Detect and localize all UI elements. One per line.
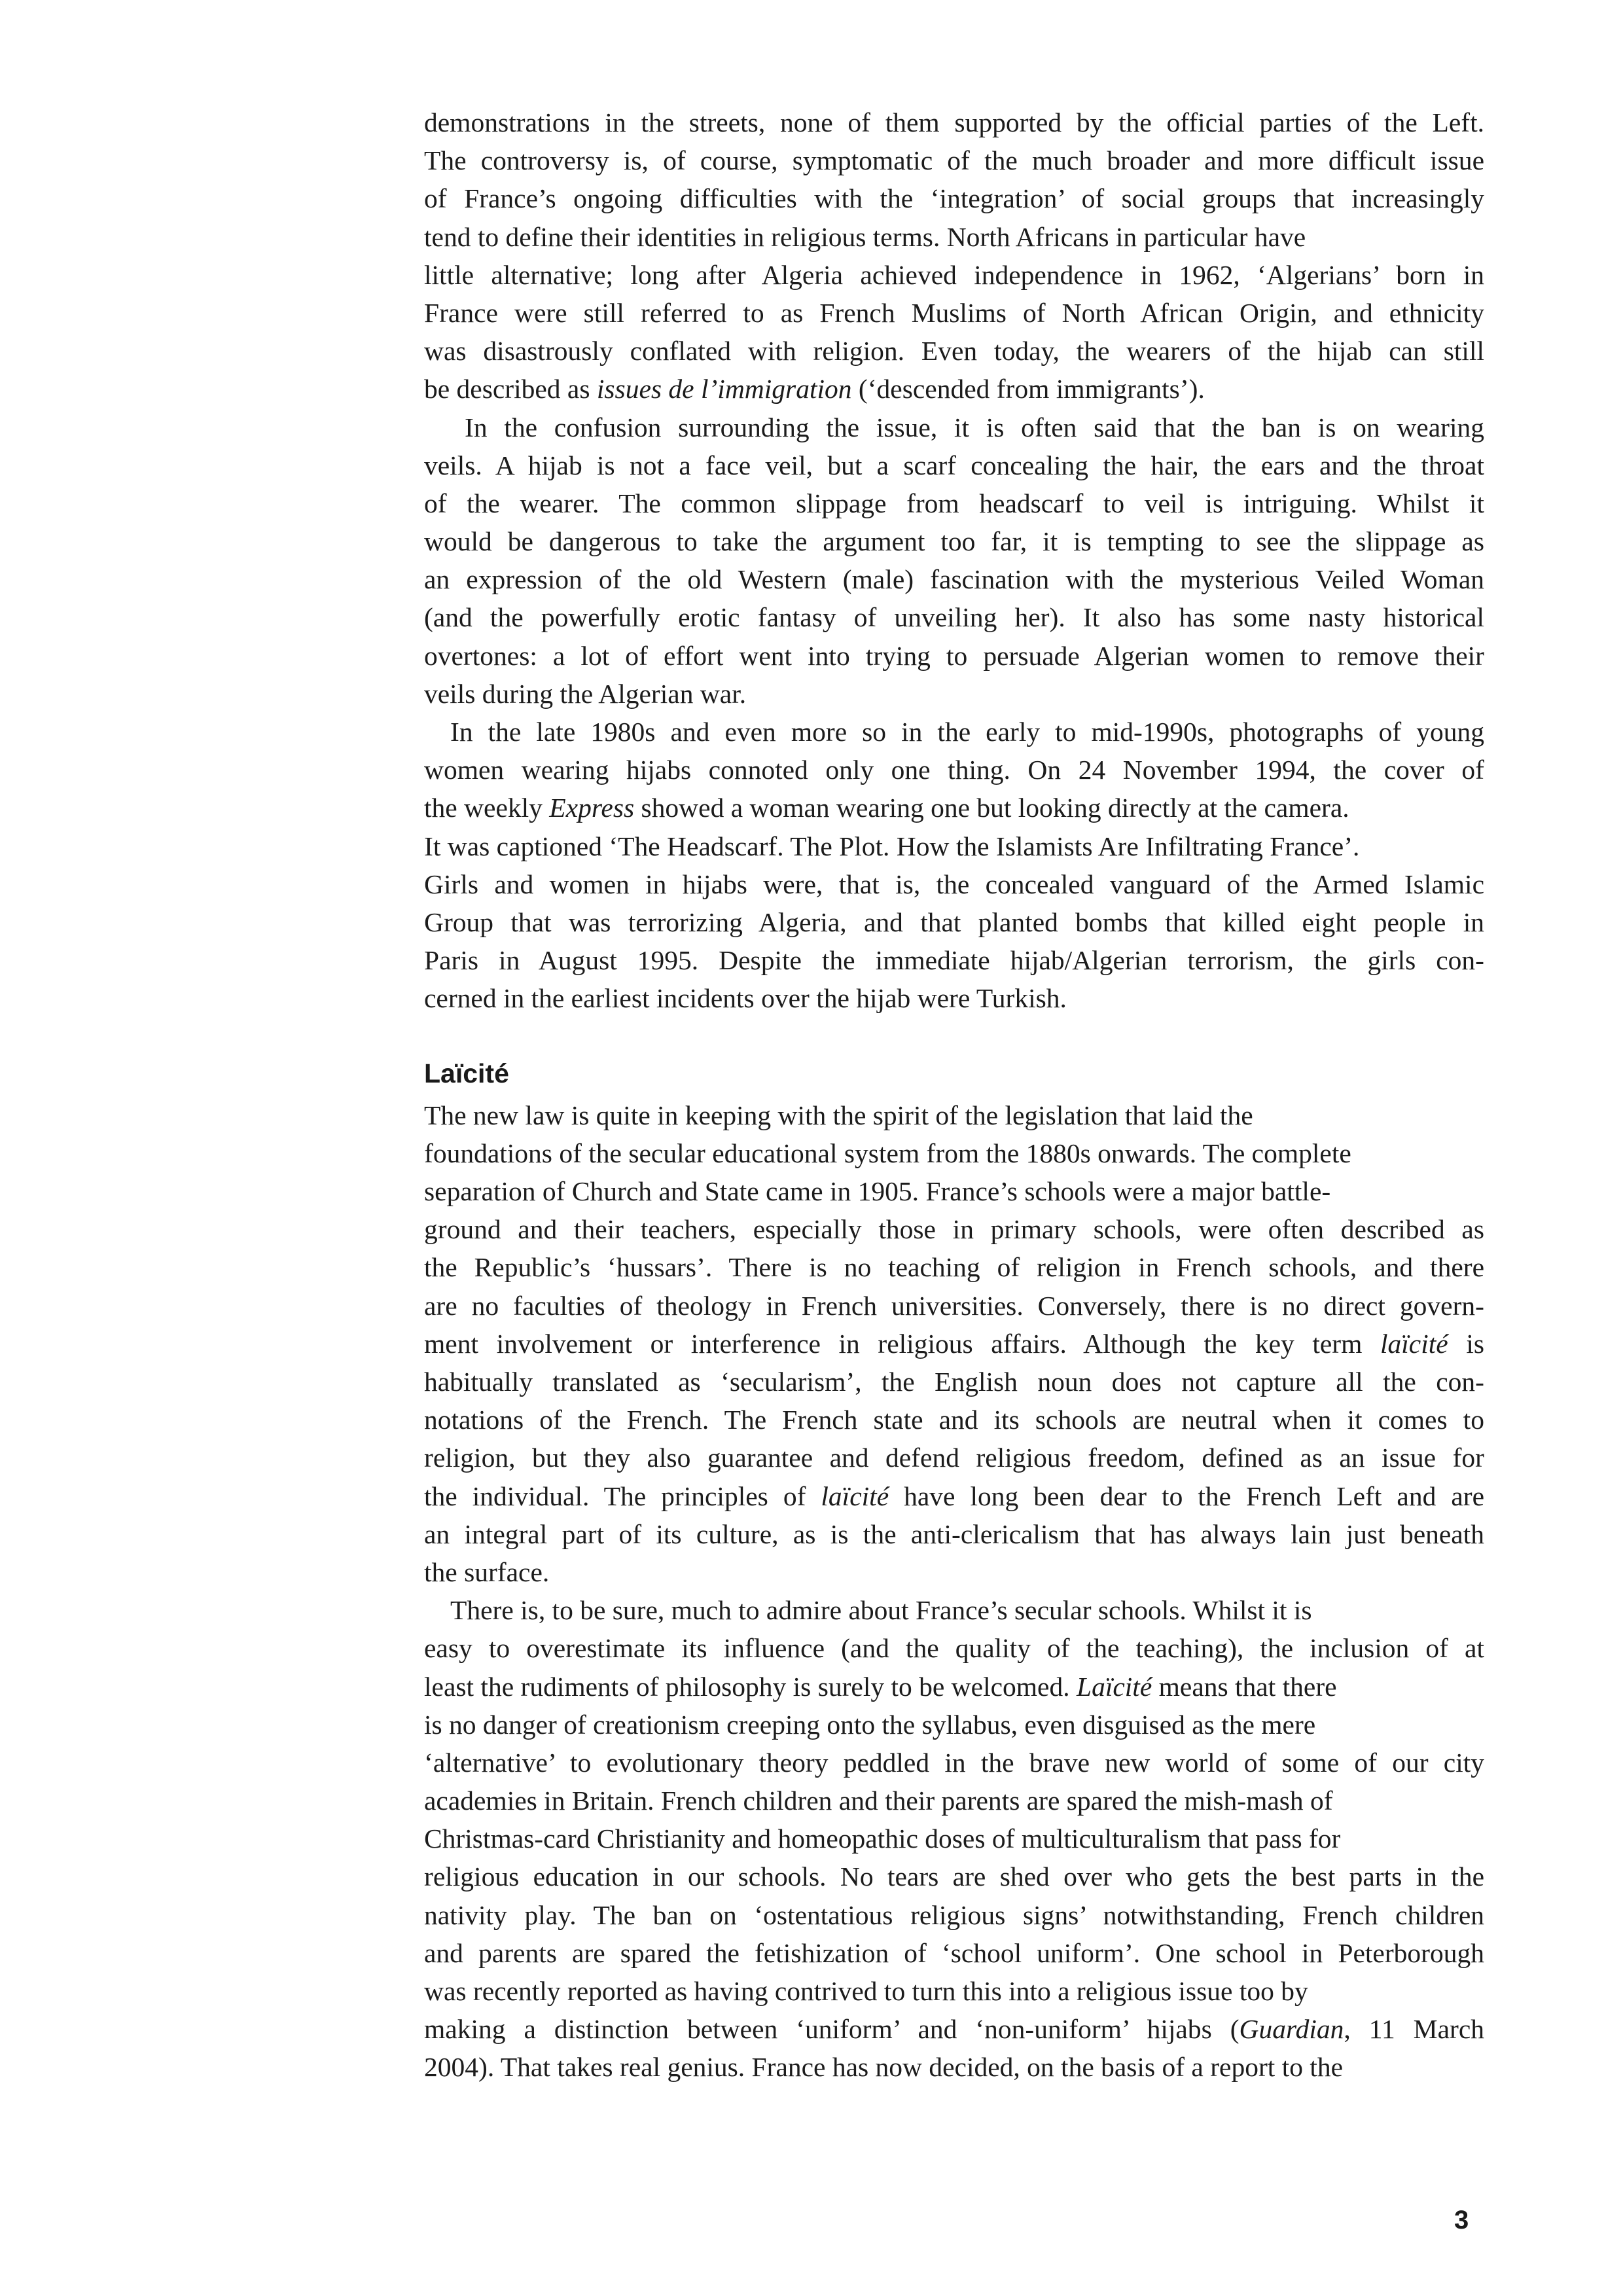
text-line: ‘alternative’ to evolutionary theory peddled in the brave new world of some of our city	[424, 1747, 1484, 1778]
text-line: separation of Church and State came in 1905. France’s schools were a major battle-	[424, 1176, 1331, 1207]
text-line: religious education in our schools. No tears are shed over who gets the best parts in the	[424, 1861, 1484, 1892]
text-line: ground and their teachers, especially those in primary schools, were often described as	[424, 1214, 1484, 1245]
text-line: habitually translated as ‘secularism’, the English noun does not capture all the con-	[424, 1367, 1484, 1397]
paragraph	[424, 713, 1484, 1018]
text-line: little alternative; long after Algeria achieved independence in 1962, ‘Algerians’ born in	[424, 259, 1484, 290]
text-line: demonstrations in the streets, none of them supported by the official parties of the Left.	[424, 107, 1484, 137]
text-run: the weekly	[424, 793, 550, 823]
text-line: religion, but they also guarantee and defend religious freedom, defined as an issue for	[424, 1443, 1484, 1473]
paragraph	[424, 1591, 1484, 2086]
text-line: In the late 1980s and even more so in the early to mid-1990s, photographs of young	[450, 717, 1484, 747]
text-line: There is, to be sure, much to admire about France’s secular schools. Whilst it is	[450, 1595, 1312, 1626]
text-line	[424, 789, 1484, 827]
text-line: tend to define their identities in religious terms. North Africans in particular have	[424, 221, 1306, 252]
text-line	[424, 1477, 1484, 1515]
text-run: have long been dear to the French Left and are	[889, 1480, 1484, 1511]
italic-term: issues de l’immigration	[596, 374, 852, 404]
text-line: 2004). That takes real genius. France has now decided, on the basis of a report to the	[424, 2052, 1344, 2083]
text-line	[424, 2010, 1484, 2048]
text-line: Group that was terrorizing Algeria, and that planted bombs that killed eight people in	[424, 906, 1484, 937]
text-line: Paris in August 1995. Despite the immediate hijab/Algerian terrorism, the girls con-	[424, 945, 1484, 976]
text-line	[424, 1668, 1484, 1706]
section-heading: Laïcité	[424, 1058, 509, 1088]
text-line: nativity play. The ban on ‘ostentatious religious signs’ notwithstanding, French children	[424, 1899, 1484, 1930]
text-line: women wearing hijabs connoted only one thing. On 24 November 1994, the cover of	[424, 755, 1484, 785]
page-number: 3	[1454, 2206, 1469, 2234]
text-run: , 11 March	[1344, 2014, 1484, 2045]
text-line: (and the powerfully erotic fantasy of unveiling her). It also has some nasty historical	[424, 602, 1484, 633]
text-line: notations of the French. The French state and its schools are neutral when it comes to	[424, 1405, 1484, 1435]
text-line: France were still referred to as French Muslims of North African Origin, and ethnicity	[424, 297, 1484, 328]
text-run: be described as	[424, 374, 597, 404]
text-line: are no faculties of theology in French universities. Conversely, there is no direct govern-	[424, 1290, 1484, 1321]
text-run: (‘descended from immigrants’).	[851, 374, 1205, 404]
text-line: of France’s ongoing difficulties with the ‘integration’ of social groups that increasingly	[424, 183, 1484, 214]
italic-term: Guardian	[1239, 2014, 1344, 2045]
text-line: was disastrously conflated with religion. Even today, the wearers of the hijab can still	[424, 336, 1484, 367]
paragraph	[424, 1096, 1484, 1591]
text-run: showed a woman wearing one but looking directly at the camera.	[634, 793, 1349, 823]
italic-term: Express	[549, 793, 635, 823]
text-line: foundations of the secular educational system from the 1880s onwards. The complete	[424, 1138, 1351, 1168]
text-run: the individual. The principles of	[424, 1480, 821, 1511]
paragraph	[424, 408, 1484, 713]
text-line	[424, 370, 1484, 408]
text-line: overtones: a lot of effort went into trying to persuade Algerian women to remove their	[424, 640, 1484, 671]
text-line: veils. A hijab is not a face veil, but a scarf concealing the hair, the ears and the throat	[424, 450, 1484, 480]
text-line: is no danger of creationism creeping onto the syllabus, even disguised as the mere	[424, 1709, 1316, 1740]
paragraph	[424, 103, 1484, 408]
text-run: making a distinction between ‘uniform’ and ‘non-uniform’ hijabs (	[424, 2014, 1240, 2045]
text-line: academies in Britain. French children and their parents are spared the mish-mash of	[424, 1785, 1333, 1816]
text-line: The new law is quite in keeping with the spirit of the legislation that laid the	[424, 1100, 1253, 1130]
text-line: was recently reported as having contrived to turn this into a religious issue too by	[424, 1976, 1308, 2006]
text-line	[424, 1325, 1484, 1363]
text-line: the Republic’s ‘hussars’. There is no teaching of religion in French schools, and there	[424, 1252, 1484, 1283]
text-line: Girls and women in hijabs were, that is, the concealed vanguard of the Armed Islamic	[424, 869, 1484, 899]
body-text	[424, 103, 1484, 2087]
text-run: ment involvement or interference in religious affairs. Although the key term	[424, 1328, 1380, 1359]
text-line: veils during the Algerian war.	[424, 678, 747, 709]
text-line: It was captioned ‘The Headscarf. The Plot. How the Islamists Are Infiltrating France’.	[424, 831, 1360, 861]
italic-term: laïcité	[821, 1480, 889, 1511]
text-line: The controversy is, of course, symptomatic of the much broader and more difficult issue	[424, 145, 1484, 176]
text-line: would be dangerous to take the argument too far, it is tempting to see the slippage as	[424, 526, 1484, 557]
text-run: least the rudiments of philosophy is surely to be welcomed.	[424, 1671, 1077, 1702]
text-run: is	[1448, 1328, 1484, 1359]
text-line: and parents are spared the fetishization of ‘school uniform’. One school in Peterborough	[424, 1937, 1484, 1968]
text-line: cerned in the earliest incidents over the hijab were Turkish.	[424, 983, 1067, 1014]
text-run: means that there	[1152, 1671, 1337, 1702]
text-line: the surface.	[424, 1556, 550, 1587]
text-line: easy to overestimate its influence (and the quality of the teaching), the inclusion of at	[424, 1633, 1484, 1664]
text-line: an integral part of its culture, as is the anti-clericalism that has always lain just beneath	[424, 1518, 1484, 1549]
text-line: Christmas-card Christianity and homeopathic doses of multiculturalism that pass for	[424, 1823, 1341, 1854]
italic-term: laïcité	[1380, 1328, 1448, 1359]
text-line: In the confusion surrounding the issue, it is often said that the ban is on wearing	[465, 412, 1484, 442]
text-line: an expression of the old Western (male) fascination with the mysterious Veiled Woman	[424, 564, 1484, 595]
italic-term: Laïcité	[1076, 1671, 1152, 1702]
text-line: of the wearer. The common slippage from headscarf to veil is intriguing. Whilst it	[424, 488, 1484, 518]
